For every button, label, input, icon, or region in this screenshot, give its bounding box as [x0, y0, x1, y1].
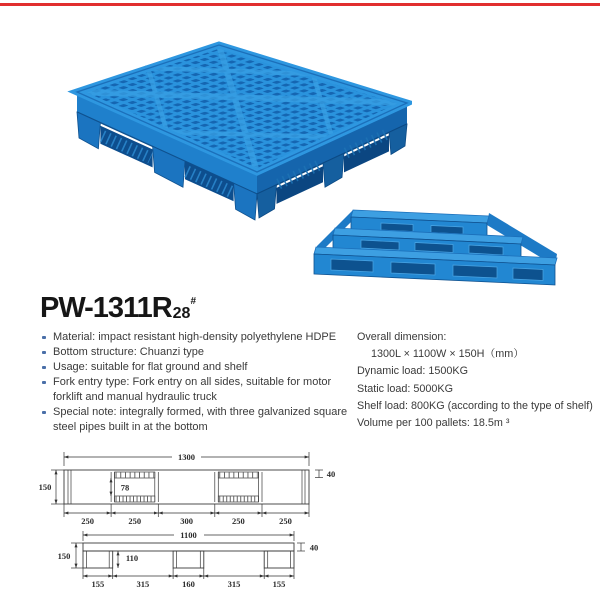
spec-item-usage: Usage: suitable for flat ground and shelf — [40, 360, 362, 375]
spec-item-fork-entry: Fork entry type: Fork entry on all sides, suitable for motor forklift and manual hydraulic truck — [40, 375, 362, 405]
side-dim-leg: 110 — [125, 553, 139, 563]
overview-dimension-value: 1300L × 1100W × 150H（mm） — [371, 348, 525, 361]
spec-item-special-note: Special note: integrally formed, with three galvanized square steel pipes built in at the bottom — [40, 405, 362, 435]
side-seg-1: 155 — [91, 579, 105, 589]
side-dim-deck: 40 — [309, 542, 319, 553]
side-seg-2: 315 — [136, 579, 150, 589]
product-model-index-mark: # — [190, 296, 197, 307]
product-title — [40, 292, 196, 325]
spec-item-bottom-structure: Bottom structure: Chuanzi type — [40, 345, 362, 360]
front-seg-1: 250 — [81, 516, 94, 526]
front-dim-deck: 40 — [326, 469, 336, 479]
front-body-outline — [64, 470, 309, 504]
side-seg-3: 160 — [182, 579, 195, 589]
front-seg-4: 250 — [232, 516, 245, 526]
overview-dynamic-load: Dynamic load: 1500KG — [357, 365, 469, 378]
spec-item-material: Material: impact resistant high-density polyethylene HDPE — [40, 330, 362, 345]
pallet-photo-bottom-view — [303, 190, 593, 295]
side-dim-length: 1100 — [180, 530, 197, 540]
overview-dimension-label: Overall dimension: — [357, 331, 447, 343]
side-deck-outline — [83, 543, 294, 551]
side-dim-height: 150 — [57, 551, 71, 561]
front-dim-height: 150 — [38, 482, 52, 492]
front-dim-length: 1300 — [178, 452, 195, 462]
top-accent-line — [0, 3, 600, 6]
overview-volume: Volume per 100 pallets: 18.5m ³ — [357, 417, 510, 430]
drawing-side-view — [38, 528, 348, 600]
front-dim-window: 78 — [120, 482, 130, 493]
front-seg-3: 300 — [180, 516, 193, 526]
overview-static-load: Static load: 5000KG — [357, 382, 454, 395]
side-seg-5: 155 — [272, 579, 286, 589]
side-seg-4: 315 — [227, 579, 241, 589]
product-model: PW-1311R — [40, 292, 172, 324]
front-seg-2: 250 — [128, 516, 142, 526]
front-seg-5: 250 — [279, 516, 292, 526]
spec-list — [40, 330, 362, 435]
overview-panel — [357, 329, 595, 432]
overview-shelf-load: Shelf load: 800KG (according to the type of shelf) — [357, 399, 593, 412]
drawing-front-view — [38, 446, 348, 540]
product-model-index: 28 — [172, 305, 191, 322]
